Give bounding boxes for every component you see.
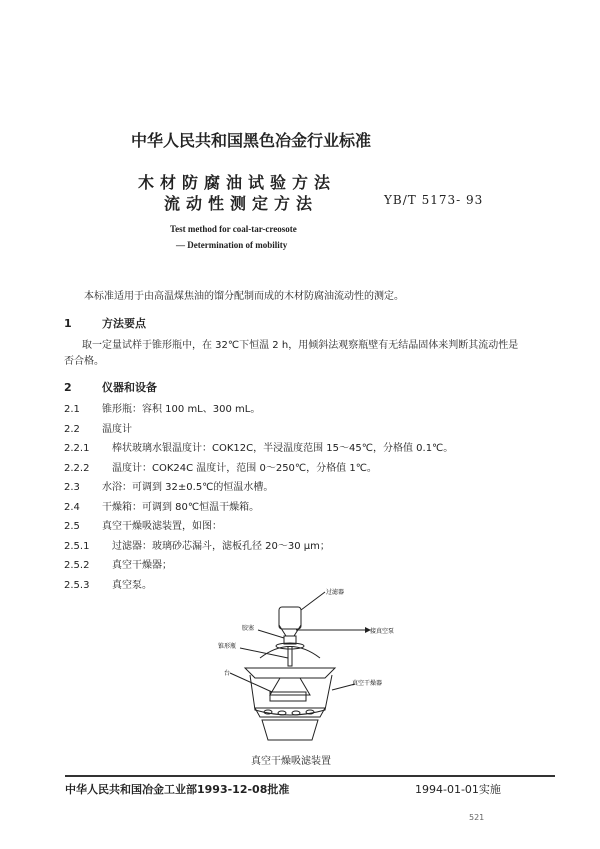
label-stopper: 胶塞 — [242, 625, 255, 632]
desiccator-lid — [260, 647, 320, 659]
english-title-line-2: — Determination of mobility — [176, 240, 288, 250]
list-item — [64, 482, 273, 494]
item-text: 温度计：COK24C 温度计，范围 0～250℃，分格值 1℃。 — [112, 462, 377, 474]
vacuum-filtration-diagram — [200, 580, 400, 755]
page-number: 521 — [469, 813, 485, 822]
item-text: 干燥箱：可调到 80℃恒温干燥箱。 — [102, 501, 260, 513]
list-item — [64, 560, 172, 572]
item-number: 2.3 — [64, 482, 80, 493]
item-text: 温度计 — [102, 423, 132, 435]
item-number: 2.5.3 — [64, 579, 90, 591]
list-item — [64, 463, 377, 475]
document-number: YB/T 5173- 93 — [384, 193, 484, 207]
section-number: 1 — [64, 317, 72, 330]
item-text: 过滤器：玻璃砂芯漏斗，滤板孔径 20～30 μm； — [112, 540, 330, 552]
list-item — [64, 424, 132, 436]
desiccator-base — [262, 720, 318, 740]
item-number: 2.2 — [64, 423, 80, 435]
item-number: 2.2.1 — [64, 443, 90, 454]
label-desiccator: 真空干燥器 — [352, 680, 383, 687]
list-item — [64, 521, 222, 533]
label-filter: 过滤器 — [326, 589, 345, 596]
list-item — [64, 443, 453, 455]
item-number: 2.2.2 — [64, 462, 90, 474]
section-title: 仪器和设备 — [102, 381, 157, 394]
item-text: 锥形瓶：容积 100 mL、300 mL。 — [102, 404, 261, 415]
list-item — [64, 502, 259, 514]
effective-date: 1994-01-01实施 — [415, 783, 501, 796]
item-number: 2.5 — [64, 521, 80, 532]
section-2-heading — [64, 379, 157, 395]
item-text: 棒状玻璃水银温度计：COK12C，半浸温度范围 15～45℃，分格值 0.1℃。 — [112, 443, 454, 454]
section-title: 方法要点 — [102, 317, 146, 330]
label-flask: 锥形瓶 — [218, 643, 237, 650]
title-line-2: 流动性测定方法 — [164, 194, 319, 213]
item-number: 2.4 — [64, 501, 80, 513]
figure-caption: 真空干燥吸滤装置 — [251, 756, 331, 767]
footer-rule — [65, 775, 555, 777]
section-1-text-line-2: 否合格。 — [64, 356, 104, 367]
intro-paragraph: 本标准适用于由高温煤焦油的馏分配制而成的木材防腐油流动性的测定。 — [84, 291, 404, 302]
item-text: 水浴：可调到 32±0.5℃的恒温水槽。 — [102, 482, 274, 493]
item-text: 真空干燥吸滤装置，如图： — [102, 521, 222, 532]
filter-funnel — [279, 607, 301, 629]
label-stand: 台 — [224, 670, 231, 677]
issuing-organization: 中华人民共和国黑色冶金行业标准 — [131, 131, 372, 150]
item-number: 2.1 — [64, 404, 80, 415]
section-1-text-line-1: 取一定量试样于锥形瓶中，在 32℃下恒温 2 h，用倾斜法观察瓶壁有无结晶固体来判断其流动性是 — [82, 340, 519, 351]
list-item — [64, 541, 330, 553]
desiccator-rim — [245, 668, 335, 678]
list-item — [64, 404, 260, 416]
item-text: 真空干燥器； — [112, 560, 172, 571]
item-text: 真空泵。 — [112, 579, 152, 591]
english-title-line-1: Test method for coal-tar-creosote — [170, 224, 297, 234]
item-number: 2.5.2 — [64, 560, 90, 571]
stand — [270, 692, 306, 701]
title-line-1: 木材防腐油试验方法 — [138, 173, 337, 192]
list-item — [64, 580, 152, 592]
approval-statement: 中华人民共和国冶金工业部1993-12-08批准 — [65, 783, 290, 796]
section-1-heading — [64, 315, 146, 331]
label-vacuum-pump: 接真空泵 — [370, 628, 395, 635]
section-number: 2 — [64, 381, 72, 394]
item-number: 2.5.1 — [64, 540, 90, 552]
